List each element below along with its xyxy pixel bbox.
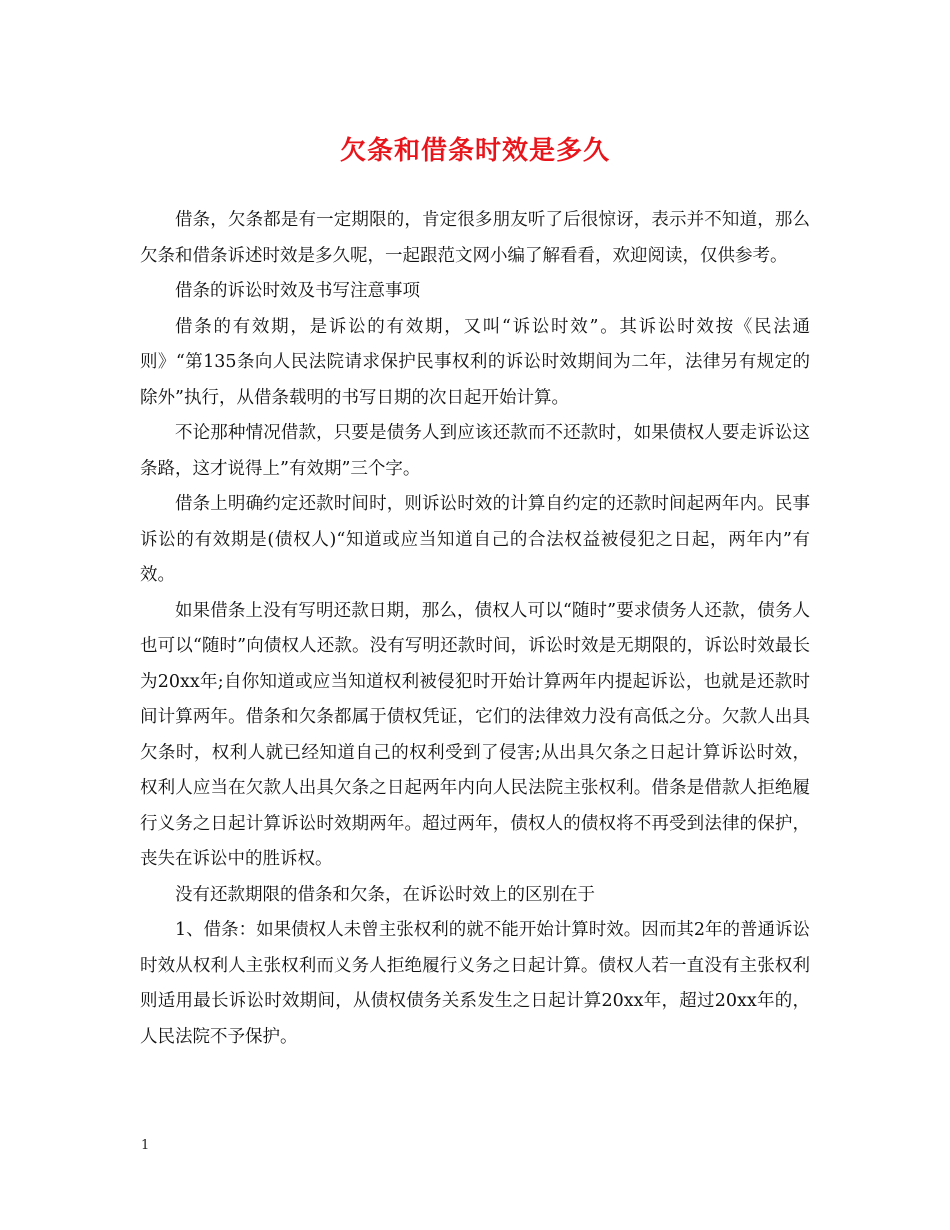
paragraph-heading-notes: 借条的诉讼时效及书写注意事项 bbox=[175, 281, 420, 301]
paragraph-validity: 借条的有效期，是诉讼的有效期，又叫“诉讼时效”。其诉讼时效按《民法通则》“第135条向人民法院请求保护民事权利的诉讼时效期间为二年，法律另有规定的除外”执行，从借条载明的书写日期的次日起开始计算。 bbox=[140, 316, 810, 408]
paragraph-difference-heading: 没有还款期限的借条和欠条，在诉讼时效上的区别在于 bbox=[175, 884, 595, 905]
document-title: 欠条和借条时效是多久 bbox=[339, 136, 610, 166]
paragraph-any-loan: 不论那种情况借款，只要是债务人到应该还款而不还款时，如果债权人要走诉讼这条路，这才说得上”有效期”三个字。 bbox=[140, 423, 810, 479]
document-body bbox=[140, 203, 810, 1055]
paragraph-intro: 借条，欠条都是有一定期限的，肯定很多朋友听了后很惊讶，表示并不知道，那么欠条和借条诉述时效是多久呢，一起跟范文网小编了解看看，欢迎阅读，仅供参考。 bbox=[140, 210, 810, 266]
paragraph-agreed-date: 借条上明确约定还款时间时，则诉讼时效的计算自约定的还款时间起两年内。民事诉讼的有效期是(债权人)“知道或应当知道自己的合法权益被侵犯之日起，两年内”有效。 bbox=[140, 494, 810, 585]
paragraph-no-date: 如果借条上没有写明还款日期，那么，债权人可以“随时”要求债务人还款，债务人也可以“随时”向债权人还款。没有写明还款时间，诉讼时效是无期限的，诉讼时效最长为20xx年;自你知道或应当知道权利被侵犯时开始计算两年内提起诉讼，也就是还款时间计算两年。借条和欠条都属于债权凭证，它们的法律效力没有高低之分。欠款人出具欠条时，权利人就已经知道自己的权利受到了侵害;从出具欠条之日起计算诉讼时效，权利人应当在欠款人出具欠条之日起两年内向人民法院主张权利。借条是借款人拒绝履行义务之日起计算诉讼时效期两年。超过两年，债权人的债权将不再受到法律的保护，丧失在诉讼中的胜诉权。 bbox=[140, 600, 810, 869]
page-number: 1 bbox=[141, 1138, 150, 1153]
paragraph-borrow-note: 1、借条：如果债权人未曾主张权利的就不能开始计算时效。因而其2年的普通诉讼时效从权利人主张权利而义务人拒绝履行义务之日起计算。债权人若一直没有主张权利则适用最长诉讼时效期间，从债权债务关系发生之日起计算20xx年，超过20xx年的，人民法院不予保护。 bbox=[140, 920, 810, 1047]
